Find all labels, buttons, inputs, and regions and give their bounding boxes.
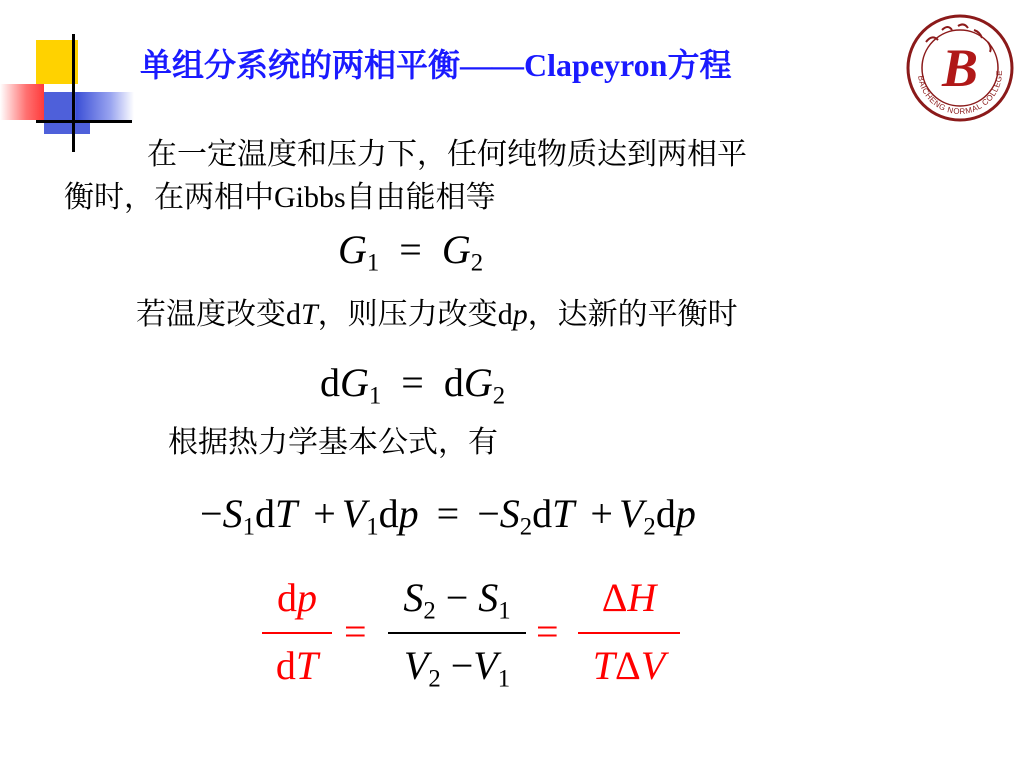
frac3-bar — [578, 632, 680, 634]
eq2-sub2: 2 — [492, 382, 506, 410]
frac3-denominator: TΔV — [592, 643, 666, 688]
eq1-g1: G — [338, 227, 367, 272]
fraction-entropy-volume — [388, 575, 526, 693]
title-chinese: 单组分系统的两相平衡 — [140, 46, 461, 84]
decor-red-block — [0, 84, 44, 120]
intro-line2-start: 衡时，在两相中 — [64, 180, 274, 215]
frac2-minus-bottom: − — [450, 643, 474, 688]
eq3-d3: d — [532, 491, 553, 536]
college-seal-logo — [902, 12, 1018, 124]
decor-horizontal-line — [36, 120, 132, 123]
eq1-sub2: 2 — [470, 249, 484, 277]
equation-g1-equals-g2 — [338, 227, 484, 277]
intro-line2-end: 自由能相等 — [345, 180, 496, 215]
eq3-minus-left: − — [200, 491, 223, 536]
frac2-v2-sub: 2 — [428, 665, 441, 693]
fraction-enthalpy — [578, 575, 680, 688]
eq3-d4: d — [655, 491, 676, 536]
equation-dg1-equals-dg2 — [320, 360, 506, 410]
decor-blue-fade — [76, 92, 134, 122]
p2-T: T — [301, 298, 318, 331]
eq2-equals: = — [401, 360, 424, 405]
eq3-s1: S — [222, 491, 243, 536]
eq2-d-left: d — [320, 360, 340, 405]
paragraph-intro-line2 — [64, 180, 496, 215]
p2-p: p — [512, 298, 528, 331]
eq2-d-right: d — [443, 360, 464, 405]
title-dash: —— — [460, 47, 525, 83]
eq1-sub1: 1 — [366, 249, 380, 277]
frac1-bar — [262, 632, 332, 634]
p2-part-b: ，则压力改变 — [317, 297, 498, 332]
frac2-s2-sub: 2 — [423, 597, 436, 625]
paragraph-temperature-change — [136, 297, 738, 332]
eq3-d1: d — [254, 491, 275, 536]
eq3-s2-sub: 2 — [519, 513, 533, 541]
eq3-v1-sub: 1 — [366, 513, 379, 541]
slide-title — [140, 40, 731, 86]
equation-fundamental — [200, 491, 696, 541]
frac2-denominator — [403, 643, 511, 693]
title-equation-word: 方程 — [667, 46, 732, 84]
eq4-equals-1: = — [344, 609, 367, 654]
frac2-v1-sub: 1 — [497, 665, 511, 693]
eq3-t2: T — [552, 491, 575, 536]
eq3-s1-sub: 1 — [242, 513, 255, 541]
frac1-numerator: dp — [277, 575, 317, 620]
eq3-d2: d — [378, 491, 399, 536]
p2-d1: d — [286, 298, 301, 331]
frac2-s1: S — [478, 575, 499, 620]
eq4-equals-2: = — [536, 609, 559, 654]
eq2-g-right: G — [463, 360, 493, 405]
fraction-dp-dt — [262, 575, 332, 688]
svg-text:BAICHENG NORMAL COLLEGE: BAICHENG NORMAL COLLEGE — [916, 69, 1005, 117]
p2-part-c: ，达新的平衡时 — [527, 297, 738, 332]
frac2-bar — [388, 632, 526, 634]
eq3-s2: S — [499, 491, 520, 536]
seal-letter: B — [941, 38, 979, 98]
eq3-p1: p — [398, 491, 419, 536]
frac2-s2: S — [403, 575, 424, 620]
eq3-plus-right: + — [590, 491, 613, 536]
eq3-equals: = — [436, 491, 460, 536]
eq1-equals: = — [399, 227, 422, 272]
paragraph-fundamental-equation: 根据热力学基本公式，有 — [168, 425, 498, 460]
frac2-minus-top: − — [445, 575, 469, 620]
frac2-v2: V — [403, 643, 429, 688]
eq3-p2: p — [675, 491, 696, 536]
p2-part-a: 若温度改变 — [136, 297, 286, 332]
intro-gibbs: Gibbs — [274, 181, 346, 214]
eq3-v1: V — [341, 491, 367, 536]
frac2-numerator — [403, 575, 511, 625]
eq3-minus-right: − — [477, 491, 500, 536]
frac2-s1-sub: 1 — [498, 597, 511, 625]
frac2-v1: V — [473, 643, 498, 688]
paragraph-intro-line1: 在一定温度和压力下，任何纯物质达到两相平 — [147, 137, 747, 172]
eq2-g-left: G — [340, 360, 369, 405]
frac3-numerator: ΔH — [601, 575, 657, 620]
decor-vertical-line — [72, 34, 75, 152]
eq3-v2: V — [618, 491, 644, 536]
frac1-denominator: dT — [275, 643, 319, 688]
eq1-g2: G — [441, 227, 471, 272]
eq3-plus-left: + — [313, 491, 336, 536]
title-clapeyron: Clapeyron — [524, 47, 668, 83]
eq2-sub1: 1 — [368, 382, 382, 410]
eq3-t1: T — [274, 491, 298, 536]
eq3-v2-sub: 2 — [643, 513, 656, 541]
p2-d2: d — [497, 298, 513, 331]
